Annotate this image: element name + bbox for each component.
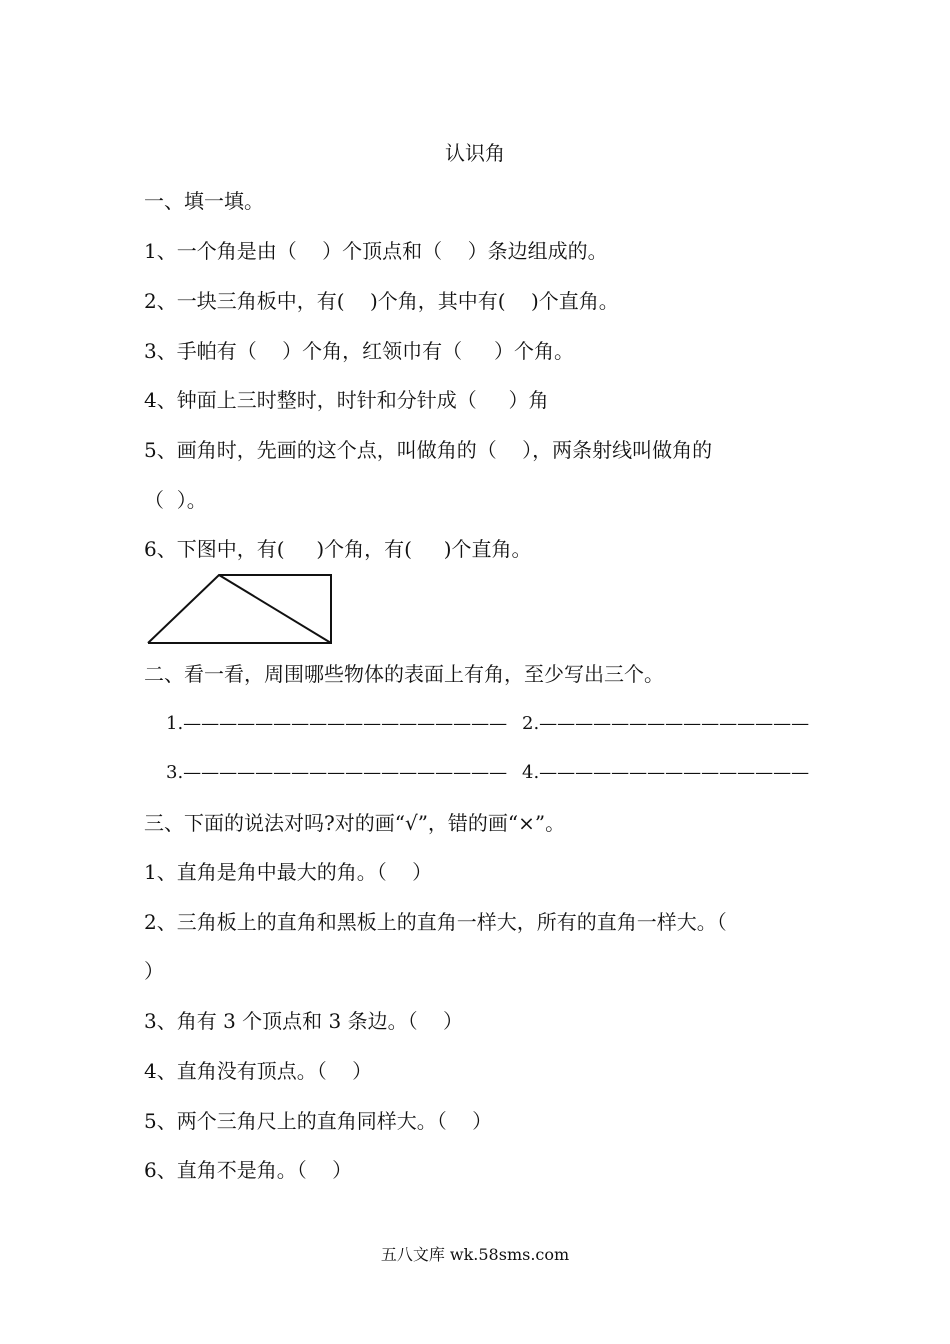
section-1-heading: 一、填一填。 — [144, 189, 264, 213]
question-3-2-line-1: 2、三角板上的直角和黑板上的直角一样大，所有的直角一样大。（ — [144, 910, 727, 934]
question-3-4: 4、直角没有顶点。（ ） — [144, 1059, 373, 1083]
question-1-5-line-2: （ ）。 — [144, 488, 207, 512]
question-3-5: 5、两个三角尺上的直角同样大。（ ） — [144, 1109, 493, 1133]
question-1-6: 6、下图中，有( )个角，有( )个直角。 — [144, 537, 532, 561]
footer-watermark: 五八文库 wk.58sms.com — [380, 1245, 570, 1264]
answer-blank-4: 4.——————————————— — [522, 762, 810, 783]
answer-blank-3: 3.—————————————————— — [166, 762, 508, 783]
section-3-heading: 三、下面的说法对吗?对的画“√”，错的画“×”。 — [144, 811, 566, 835]
question-1-1: 1、一个角是由（ ）个顶点和（ ）条边组成的。 — [144, 239, 608, 263]
question-3-3: 3、角有 3 个顶点和 3 条边。（ ） — [144, 1009, 464, 1033]
question-3-1: 1、直角是角中最大的角。（ ） — [144, 860, 433, 884]
question-3-2-line-2: ） — [144, 959, 164, 983]
question-3-6: 6、直角不是角。（ ） — [144, 1158, 353, 1182]
answer-blank-2: 2.——————————————— — [522, 713, 810, 734]
question-1-2: 2、一块三角板中，有( )个角，其中有( )个直角。 — [144, 289, 619, 313]
question-1-5-line-1: 5、画角时，先画的这个点，叫做角的（ ），两条射线叫做角的 — [144, 438, 713, 462]
question-1-4: 4、钟面上三时整时，时针和分针成（ ）角 — [144, 388, 549, 412]
question-1-3: 3、手帕有（ ）个角，红领巾有（ ）个角。 — [144, 339, 574, 363]
page-title: 认识角 — [445, 141, 505, 165]
figure-diagonal — [219, 575, 331, 643]
angle-figure — [146, 572, 336, 646]
section-2-heading: 二、看一看，周围哪些物体的表面上有角，至少写出三个。 — [144, 662, 664, 686]
answer-blank-1: 1.—————————————————— — [166, 713, 508, 734]
figure-outline — [148, 575, 331, 643]
